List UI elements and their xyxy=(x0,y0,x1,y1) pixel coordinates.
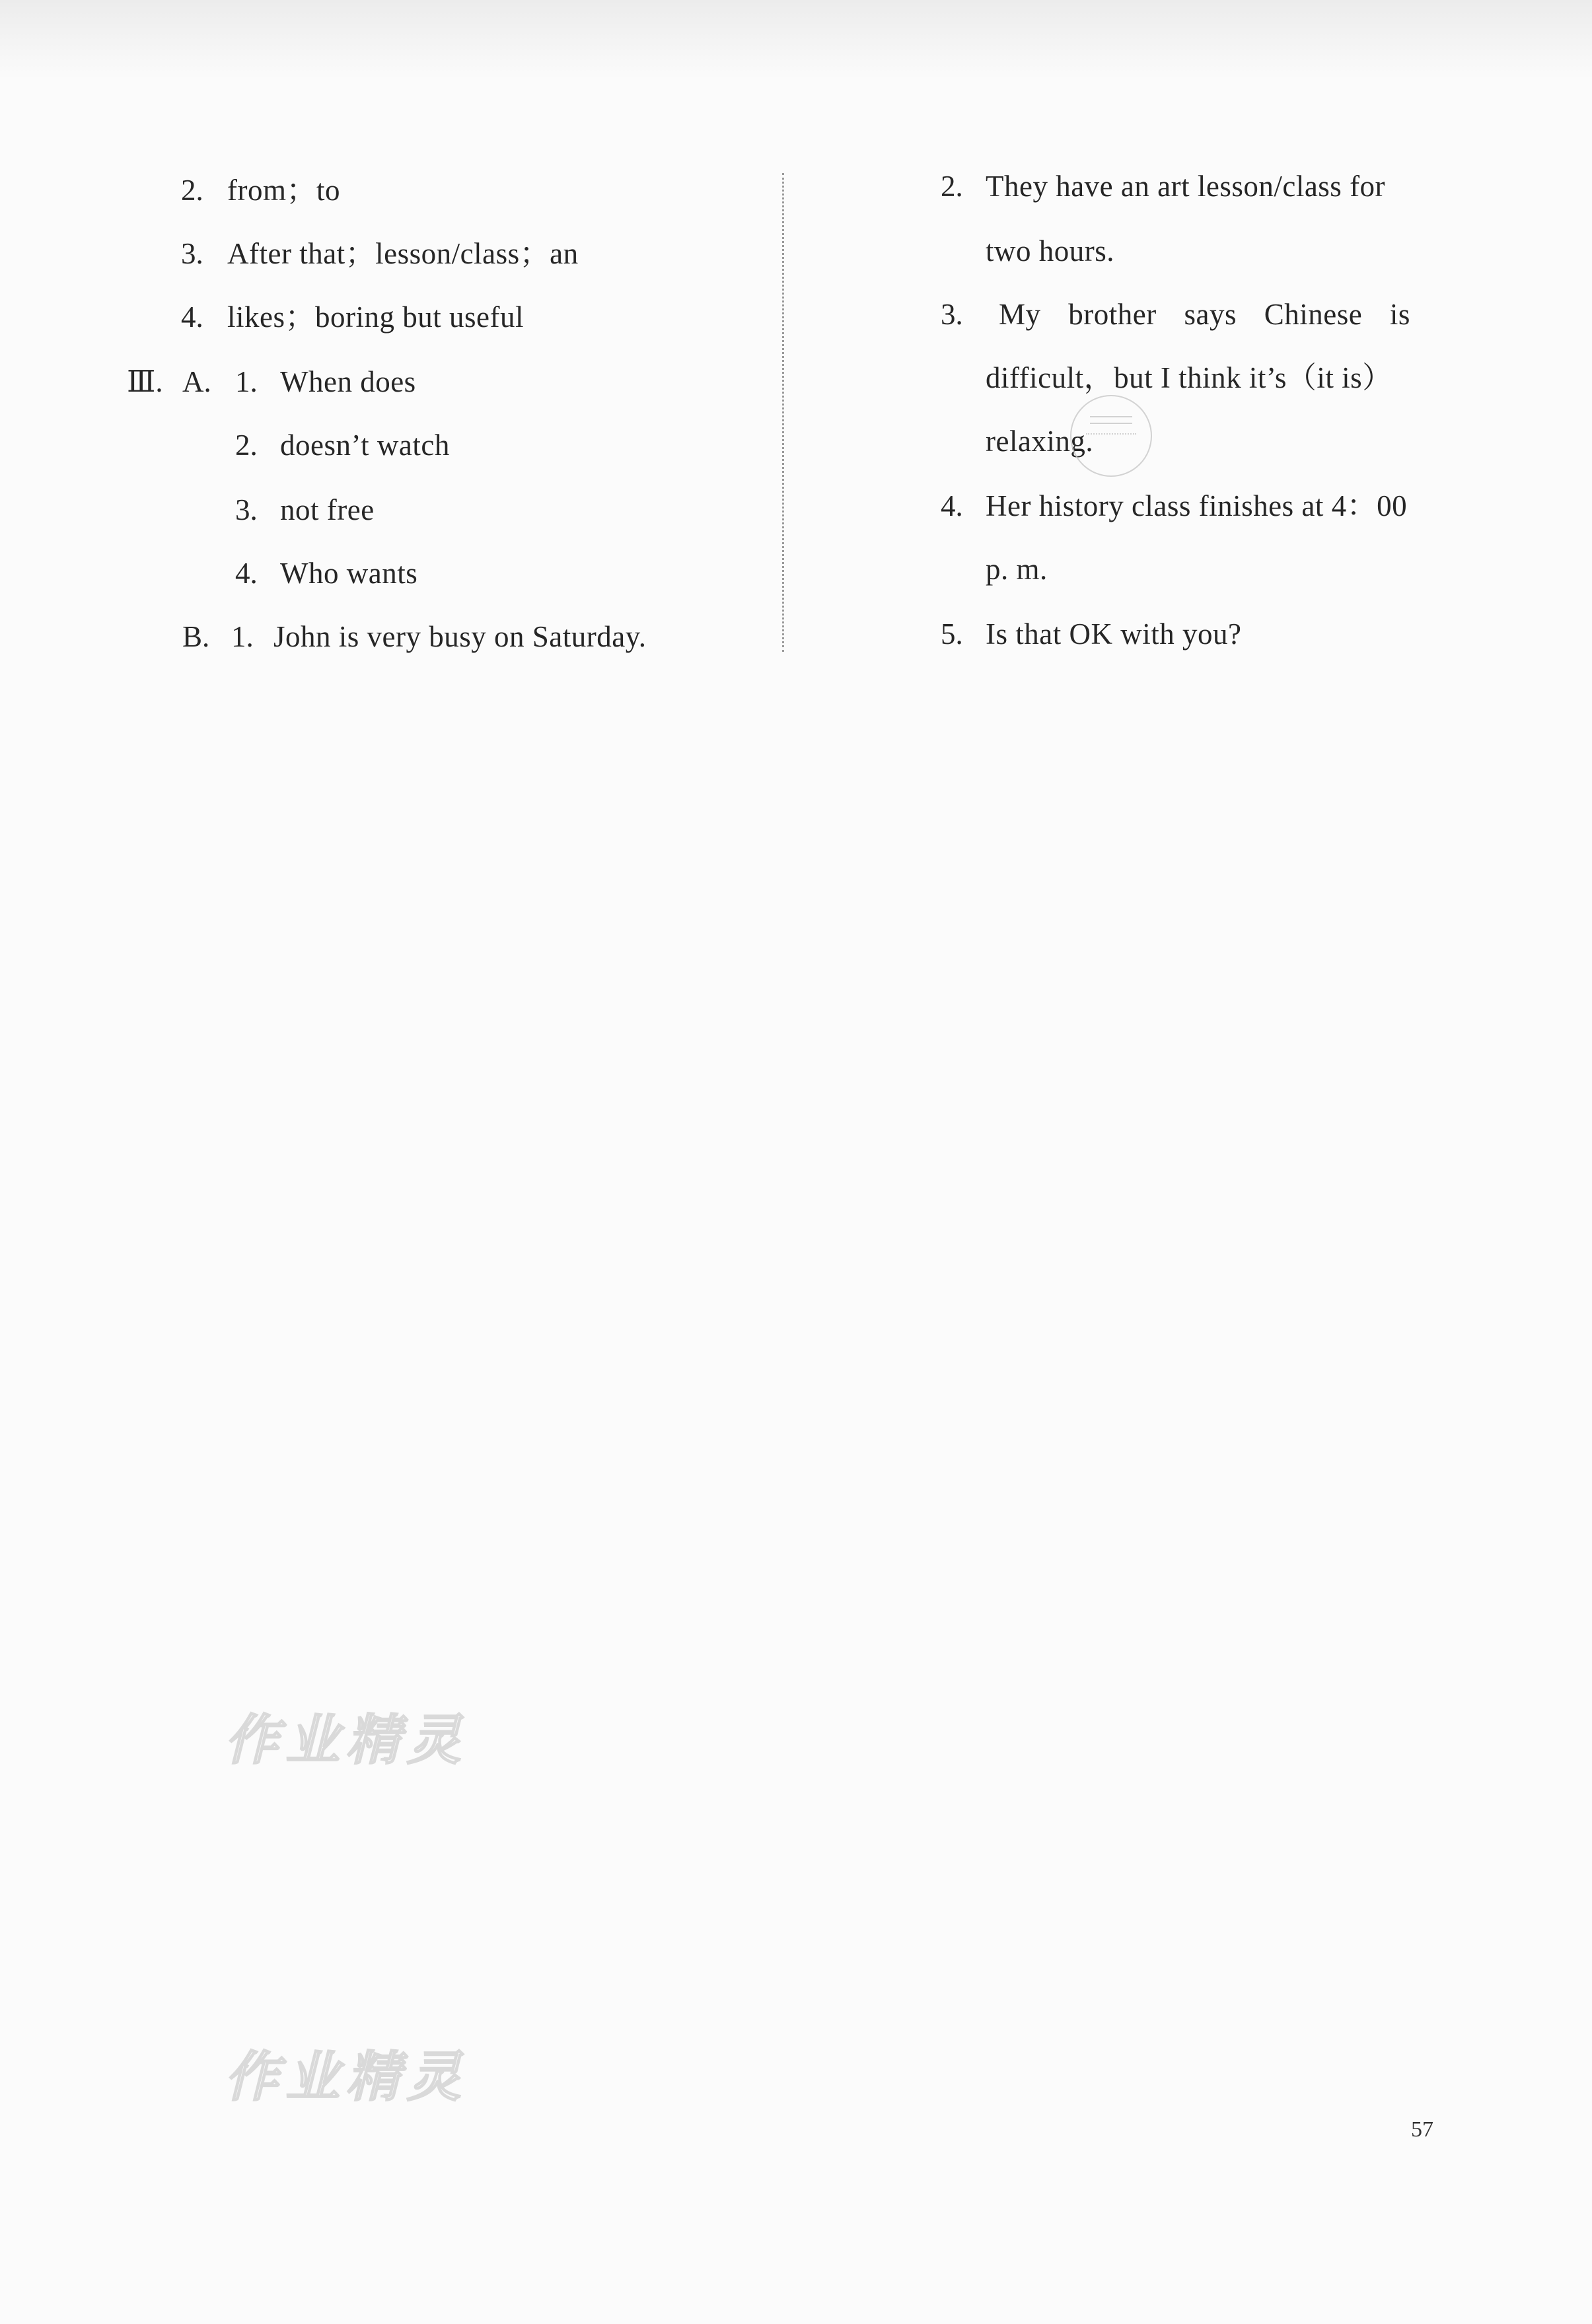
item-number: 3. xyxy=(941,298,963,331)
stamp-icon xyxy=(1070,395,1152,477)
item-number: 5. xyxy=(941,617,963,651)
answer-text: p. m. xyxy=(986,553,1048,586)
item-number: 2. xyxy=(181,174,203,207)
answer-text: Is that OK with you? xyxy=(986,617,1242,651)
answer-text: When does xyxy=(280,365,416,398)
answer-text: Her history class finishes at 4：00 xyxy=(986,489,1408,522)
item-number: 2. xyxy=(941,170,963,203)
item-number: 4. xyxy=(235,557,258,590)
item-number: 1. xyxy=(235,365,258,398)
item-number: 4. xyxy=(941,489,963,522)
scan-shadow xyxy=(0,0,1592,79)
section-marker: Ⅲ. xyxy=(127,365,163,398)
item-number: 1. xyxy=(231,620,254,653)
answer-text: relaxing. xyxy=(986,425,1094,458)
part-label: B. xyxy=(182,620,210,653)
answer-text: My brother says Chinese is xyxy=(999,298,1410,331)
page-number: 57 xyxy=(1411,2117,1433,2142)
answer-text: not free xyxy=(280,493,375,526)
item-number: 4. xyxy=(181,300,203,334)
item-number: 3. xyxy=(181,237,203,270)
answer-text: difficult，but I think it’s（it is） xyxy=(986,361,1393,394)
answer-text: two hours. xyxy=(986,234,1114,267)
answer-text: from；to xyxy=(227,174,340,207)
watermark: 作业精灵 xyxy=(225,1709,468,1772)
part-label: A. xyxy=(182,365,211,398)
answer-text: After that；lesson/class；an xyxy=(227,237,579,270)
item-number: 2. xyxy=(235,429,258,462)
answer-text: doesn’t watch xyxy=(280,429,450,462)
watermark: 作业精灵 xyxy=(225,2046,468,2109)
answer-text: They have an art lesson/class for xyxy=(986,170,1386,203)
answer-text: likes；boring but useful xyxy=(227,300,524,334)
column-divider xyxy=(782,173,784,652)
answer-text: John is very busy on Saturday. xyxy=(273,620,647,653)
answer-text: Who wants xyxy=(280,557,418,590)
item-number: 3. xyxy=(235,493,258,526)
